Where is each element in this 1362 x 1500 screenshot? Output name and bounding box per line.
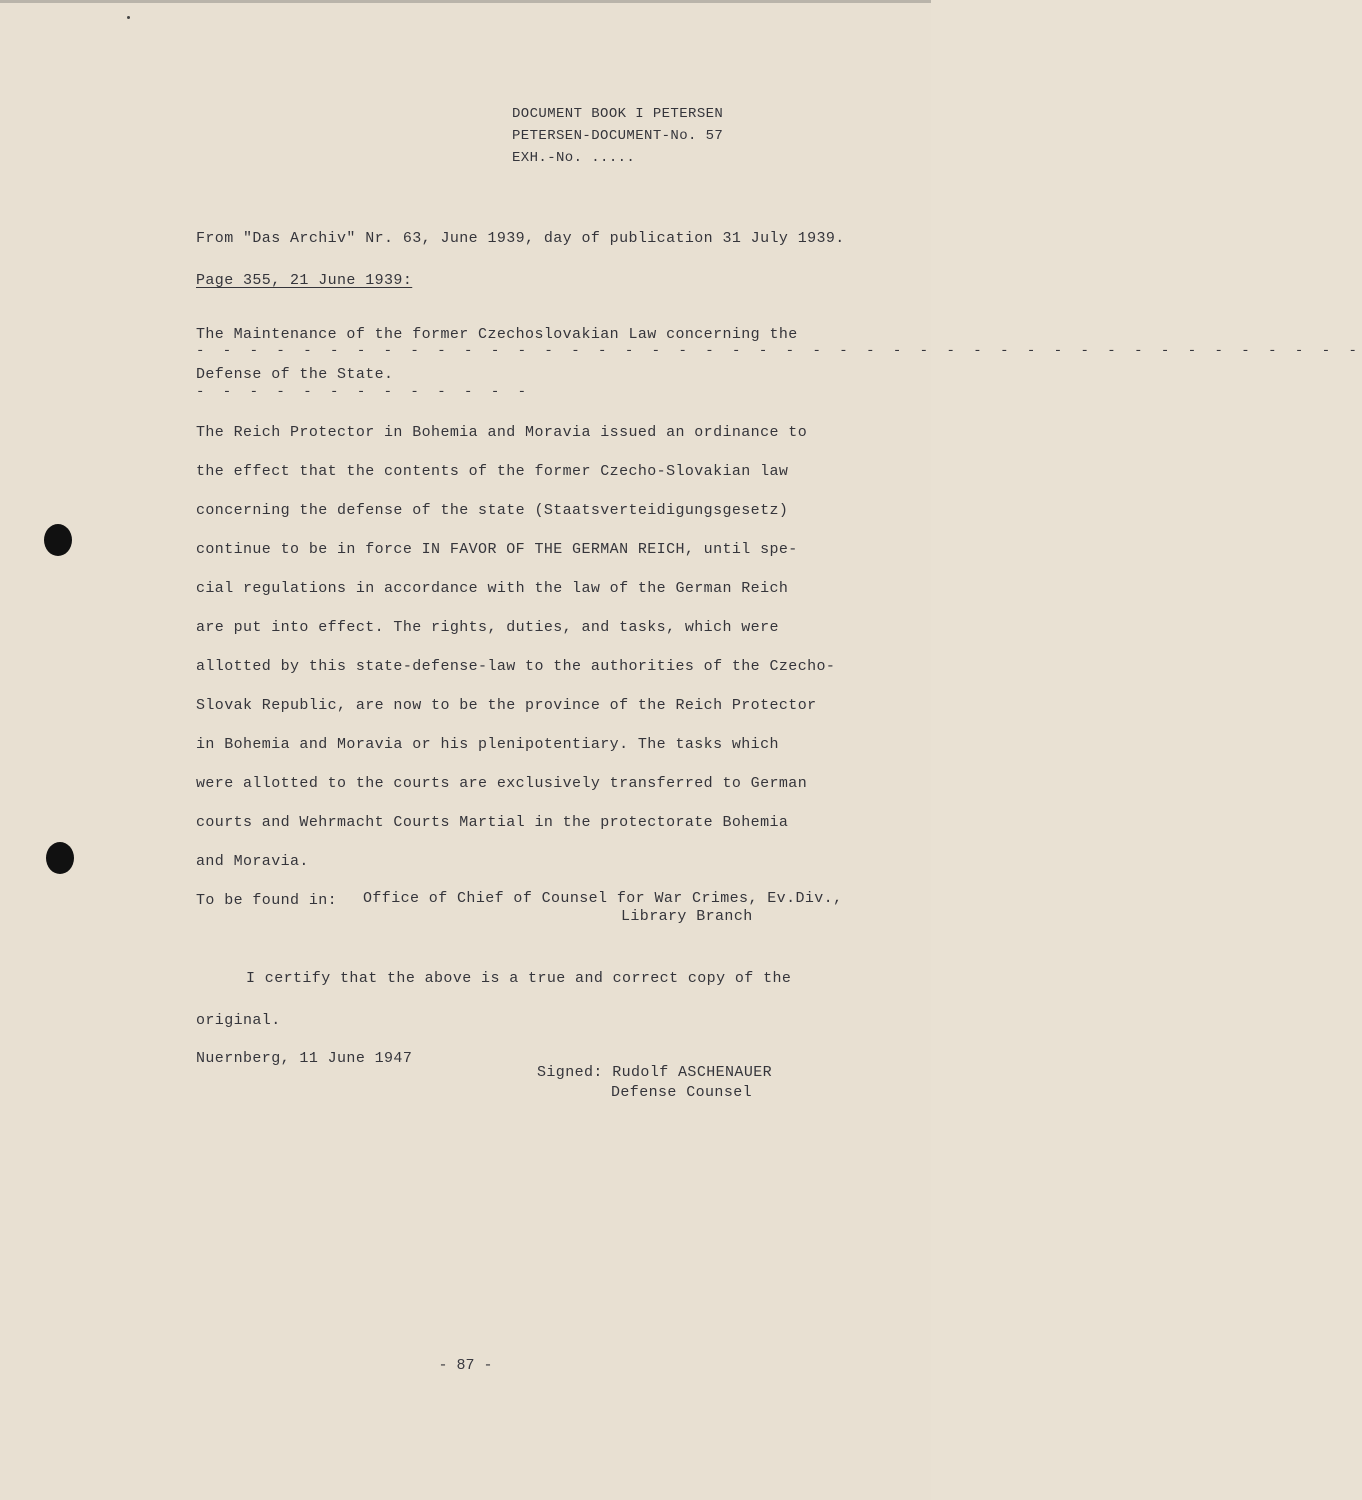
punch-hole-upper <box>44 524 72 556</box>
page-number: - 87 - <box>438 1357 493 1374</box>
source-citation: From "Das Archiv" Nr. 63, June 1939, day of publication 31 July 1939. <box>196 230 845 247</box>
document-book-label: DOCUMENT BOOK I PETERSEN <box>512 106 724 122</box>
body-line: Slovak Republic, are now to be the province of the Reich Protector <box>196 697 817 714</box>
body-line: are put into effect. The rights, duties, and tasks, which were <box>196 619 779 636</box>
certification-line-2: original. <box>196 1012 281 1029</box>
found-in-branch: Library Branch <box>621 908 753 925</box>
signature-line: Signed: Rudolf ASCHENAUER <box>537 1064 773 1081</box>
body-line: cial regulations in accordance with the law of the German Reich <box>196 580 789 597</box>
punch-hole-lower <box>46 842 74 874</box>
title-underline-1: - - - - - - - - - - - - - - - - - - - - - - - - - - - - - - - - - - - - - - - - - - - - <box>196 343 1362 359</box>
body-line: were allotted to the courts are exclusively transferred to German <box>196 775 808 792</box>
body-line: in Bohemia and Moravia or his plenipotentiary. The tasks which <box>196 736 779 753</box>
title-line-1: The Maintenance of the former Czechoslovakian Law concerning the <box>196 326 798 343</box>
found-in-office: Office of Chief of Counsel for War Crimes, Ev.Div., <box>363 890 843 907</box>
body-line: and Moravia. <box>196 853 309 870</box>
ink-speck <box>127 16 130 19</box>
certification-line-1: I certify that the above is a true and correct copy of the <box>246 970 792 987</box>
place-date: Nuernberg, 11 June 1947 <box>196 1050 413 1067</box>
body-line: courts and Wehrmacht Courts Martial in the protectorate Bohemia <box>196 814 789 831</box>
title-line-2: Defense of the State. <box>196 366 394 383</box>
body-line: continue to be in force IN FAVOR OF THE GERMAN REICH, until spe- <box>196 541 798 558</box>
document-number-label: PETERSEN-DOCUMENT-No. 57 <box>512 128 724 144</box>
page-reference: Page 355, 21 June 1939: <box>196 272 413 289</box>
exhibit-number-label: EXH.-No. ..... <box>512 150 636 166</box>
body-line: The Reich Protector in Bohemia and Moravia issued an ordinance to <box>196 424 808 441</box>
body-line: concerning the defense of the state (Staatsverteidigungsgesetz) <box>196 502 789 519</box>
signature-title: Defense Counsel <box>611 1084 753 1101</box>
title-underline-2: - - - - - - - - - - - - - <box>196 384 532 400</box>
found-in-label: To be found in: <box>196 892 338 909</box>
body-line: allotted by this state-defense-law to the authorities of the Czecho- <box>196 658 836 675</box>
body-line: the effect that the contents of the former Czecho-Slovakian law <box>196 463 789 480</box>
